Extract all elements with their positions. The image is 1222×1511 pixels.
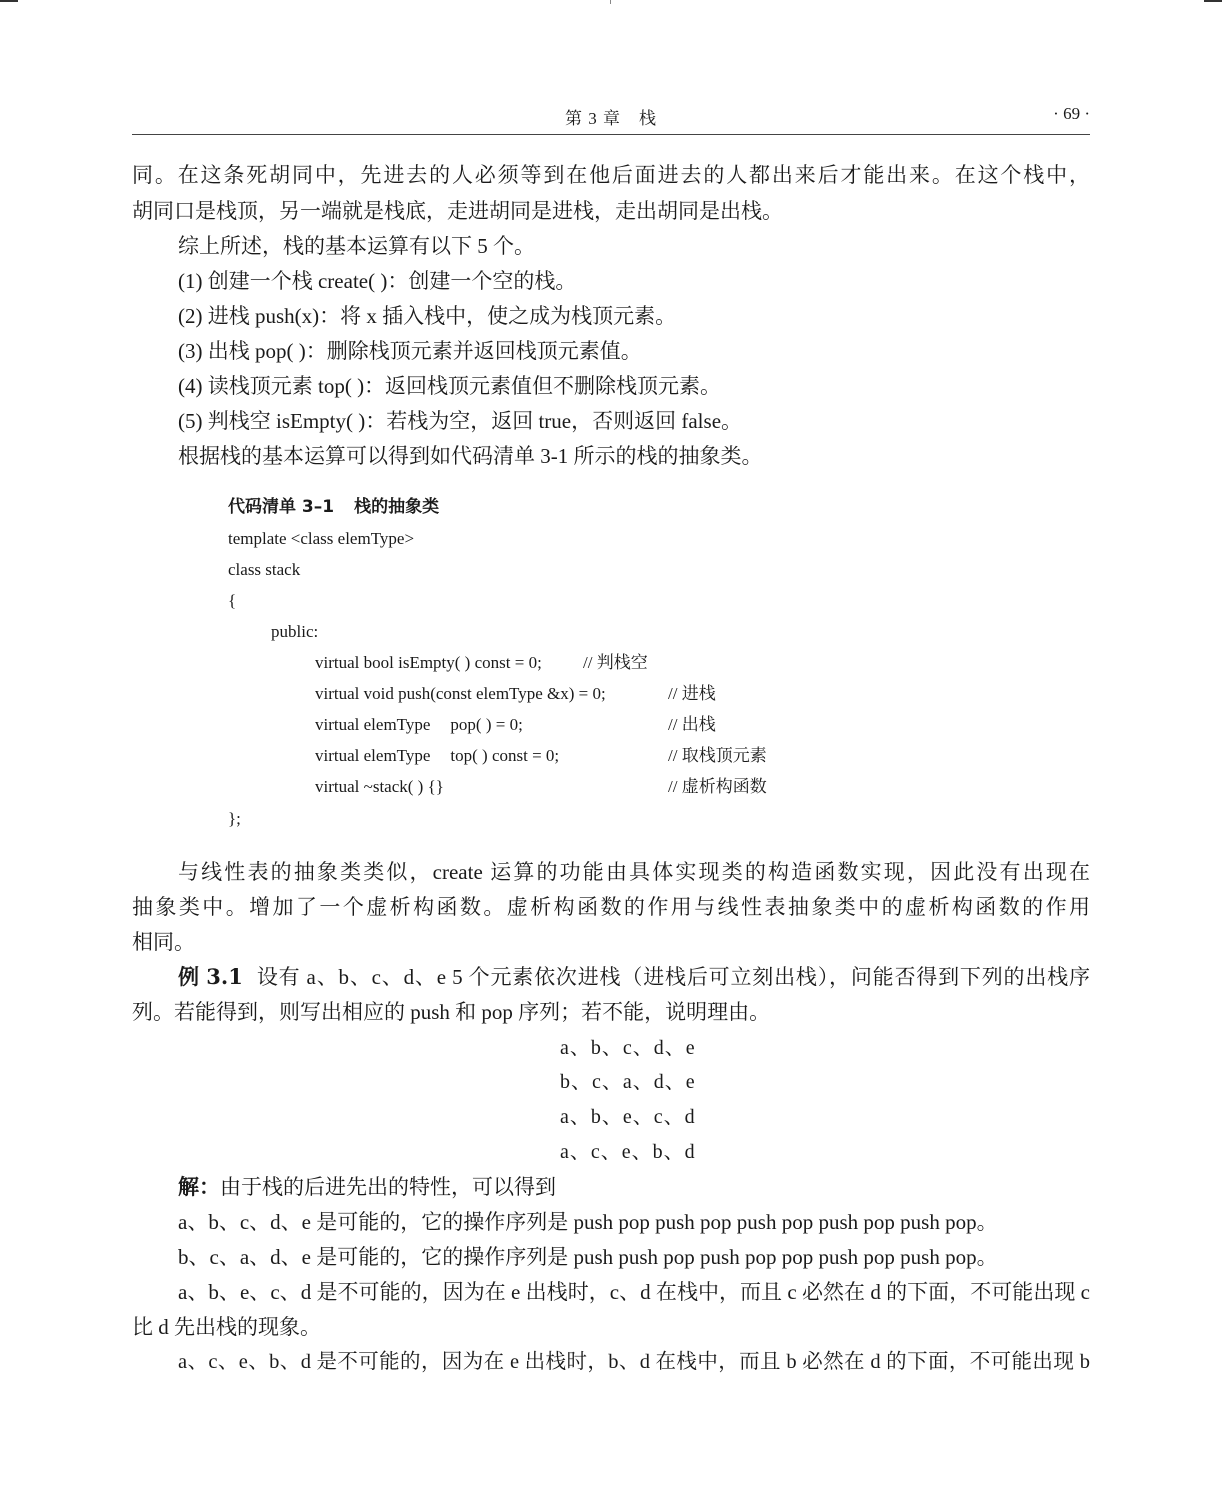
- paragraph-line: 相同。: [132, 930, 195, 954]
- solution-line: a、b、e、c、d 是不可能的，因为在 e 出栈时，c、d 在栈中，而且 c 必然在 d 的下面，不可能出现 c: [178, 1280, 1090, 1304]
- chapter-title: 栈: [639, 109, 657, 128]
- code-line: template <class elemType>: [228, 529, 415, 548]
- chapter-heading: [132, 104, 1090, 129]
- crop-mark-center: [610, 0, 611, 4]
- solution-line: a、c、e、b、d 是不可能的，因为在 e 出栈时，b、d 在栈中，而且 b 必然在 d 的下面，不可能出现 b: [178, 1351, 1090, 1373]
- operation-item: (4) 读栈顶元素 top( )：返回栈顶元素值但不删除栈顶元素。: [178, 374, 722, 398]
- code-comment: // 取栈顶元素: [668, 746, 767, 765]
- sequence-item: a、b、e、c、d: [560, 1106, 696, 1128]
- code-line: virtual ~stack( ) {}: [315, 777, 444, 796]
- operation-item: (1) 创建一个栈 create( )：创建一个空的栈。: [178, 269, 577, 293]
- operation-item: (2) 进栈 push(x)：将 x 插入栈中，使之成为栈顶元素。: [178, 304, 677, 328]
- crop-mark-right: [1204, 0, 1222, 2]
- paragraph-line: 抽象类中。增加了一个虚析构函数。虚析构函数的作用与线性表抽象类中的虚析构函数的作用: [132, 895, 1090, 919]
- paragraph-line: 综上所述，栈的基本运算有以下 5 个。: [178, 234, 535, 258]
- operation-item: (5) 判栈空 isEmpty( )：若栈为空，返回 true，否则返回 false。: [178, 409, 743, 433]
- code-line: public:: [271, 622, 319, 641]
- page-number: · 69 ·: [1053, 104, 1090, 123]
- example-label: 例 3.1: [178, 964, 243, 989]
- sequence-item: a、b、c、d、e: [560, 1037, 696, 1059]
- example-line: [178, 962, 1090, 992]
- code-line: virtual void push(const elemType &x) = 0;: [315, 684, 606, 703]
- solution-label: 解：: [178, 1174, 220, 1199]
- code-line: class stack: [228, 560, 301, 579]
- running-header: [132, 100, 1090, 135]
- sequence-item: a、c、e、b、d: [560, 1141, 696, 1163]
- code-token: virtual elemType: [315, 746, 431, 765]
- code-line: [315, 743, 559, 769]
- code-token: virtual elemType: [315, 715, 431, 734]
- paragraph-line: 与线性表的抽象类类似，create 运算的功能由具体实现类的构造函数实现，因此没有出现在: [178, 860, 1090, 884]
- sequence-item: b、c、a、d、e: [560, 1071, 696, 1093]
- code-token: pop( ) = 0;: [450, 715, 523, 734]
- solution-intro: [178, 1172, 1090, 1202]
- paragraph-line: 根据栈的基本运算可以得到如代码清单 3-1 所示的栈的抽象类。: [178, 444, 763, 468]
- solution-line: b、c、a、d、e 是可能的，它的操作序列是 push push pop push pop pop push pop push pop。: [178, 1245, 998, 1269]
- code-listing-title: 栈的抽象类: [354, 497, 440, 517]
- paragraph-line: 同。在这条死胡同中，先进去的人必须等到在他后面进去的人都出来后才能出来。在这个栈中，: [132, 163, 1090, 187]
- operation-item: (3) 出栈 pop( )：删除栈顶元素并返回栈顶元素值。: [178, 339, 642, 363]
- code-comment: // 判栈空: [583, 653, 648, 672]
- solution-line: 比 d 先出栈的现象。: [132, 1315, 321, 1339]
- code-token: top( ) const = 0;: [450, 746, 560, 765]
- code-listing-caption: [228, 494, 439, 520]
- example-line: 列。若能得到，则写出相应的 push 和 pop 序列；若不能，说明理由。: [132, 1000, 771, 1024]
- code-line: virtual bool isEmpty( ) const = 0;: [315, 653, 542, 672]
- example-text: 设有 a、b、c、d、e 5 个元素依次进栈（进栈后可立刻出栈），问能否得到下列的出栈序: [256, 965, 1090, 989]
- solution-line: a、b、c、d、e 是可能的，它的操作序列是 push pop push pop push pop push pop push pop。: [178, 1210, 998, 1234]
- code-listing-label: 代码清单 3–1: [228, 497, 335, 517]
- chapter-label: 第 3 章: [565, 109, 621, 128]
- code-line: };: [228, 809, 241, 828]
- code-comment: // 进栈: [668, 684, 716, 703]
- paragraph-line: 胡同口是栈顶，另一端就是栈底，走进胡同是进栈，走出胡同是出栈。: [132, 199, 783, 223]
- code-line: {: [228, 591, 237, 610]
- crop-mark-left: [0, 0, 18, 2]
- code-comment: // 出栈: [668, 715, 716, 734]
- solution-intro-text: 由于栈的后进先出的特性，可以得到: [220, 1175, 556, 1199]
- code-comment: // 虚析构函数: [668, 777, 767, 796]
- code-line: [315, 712, 523, 738]
